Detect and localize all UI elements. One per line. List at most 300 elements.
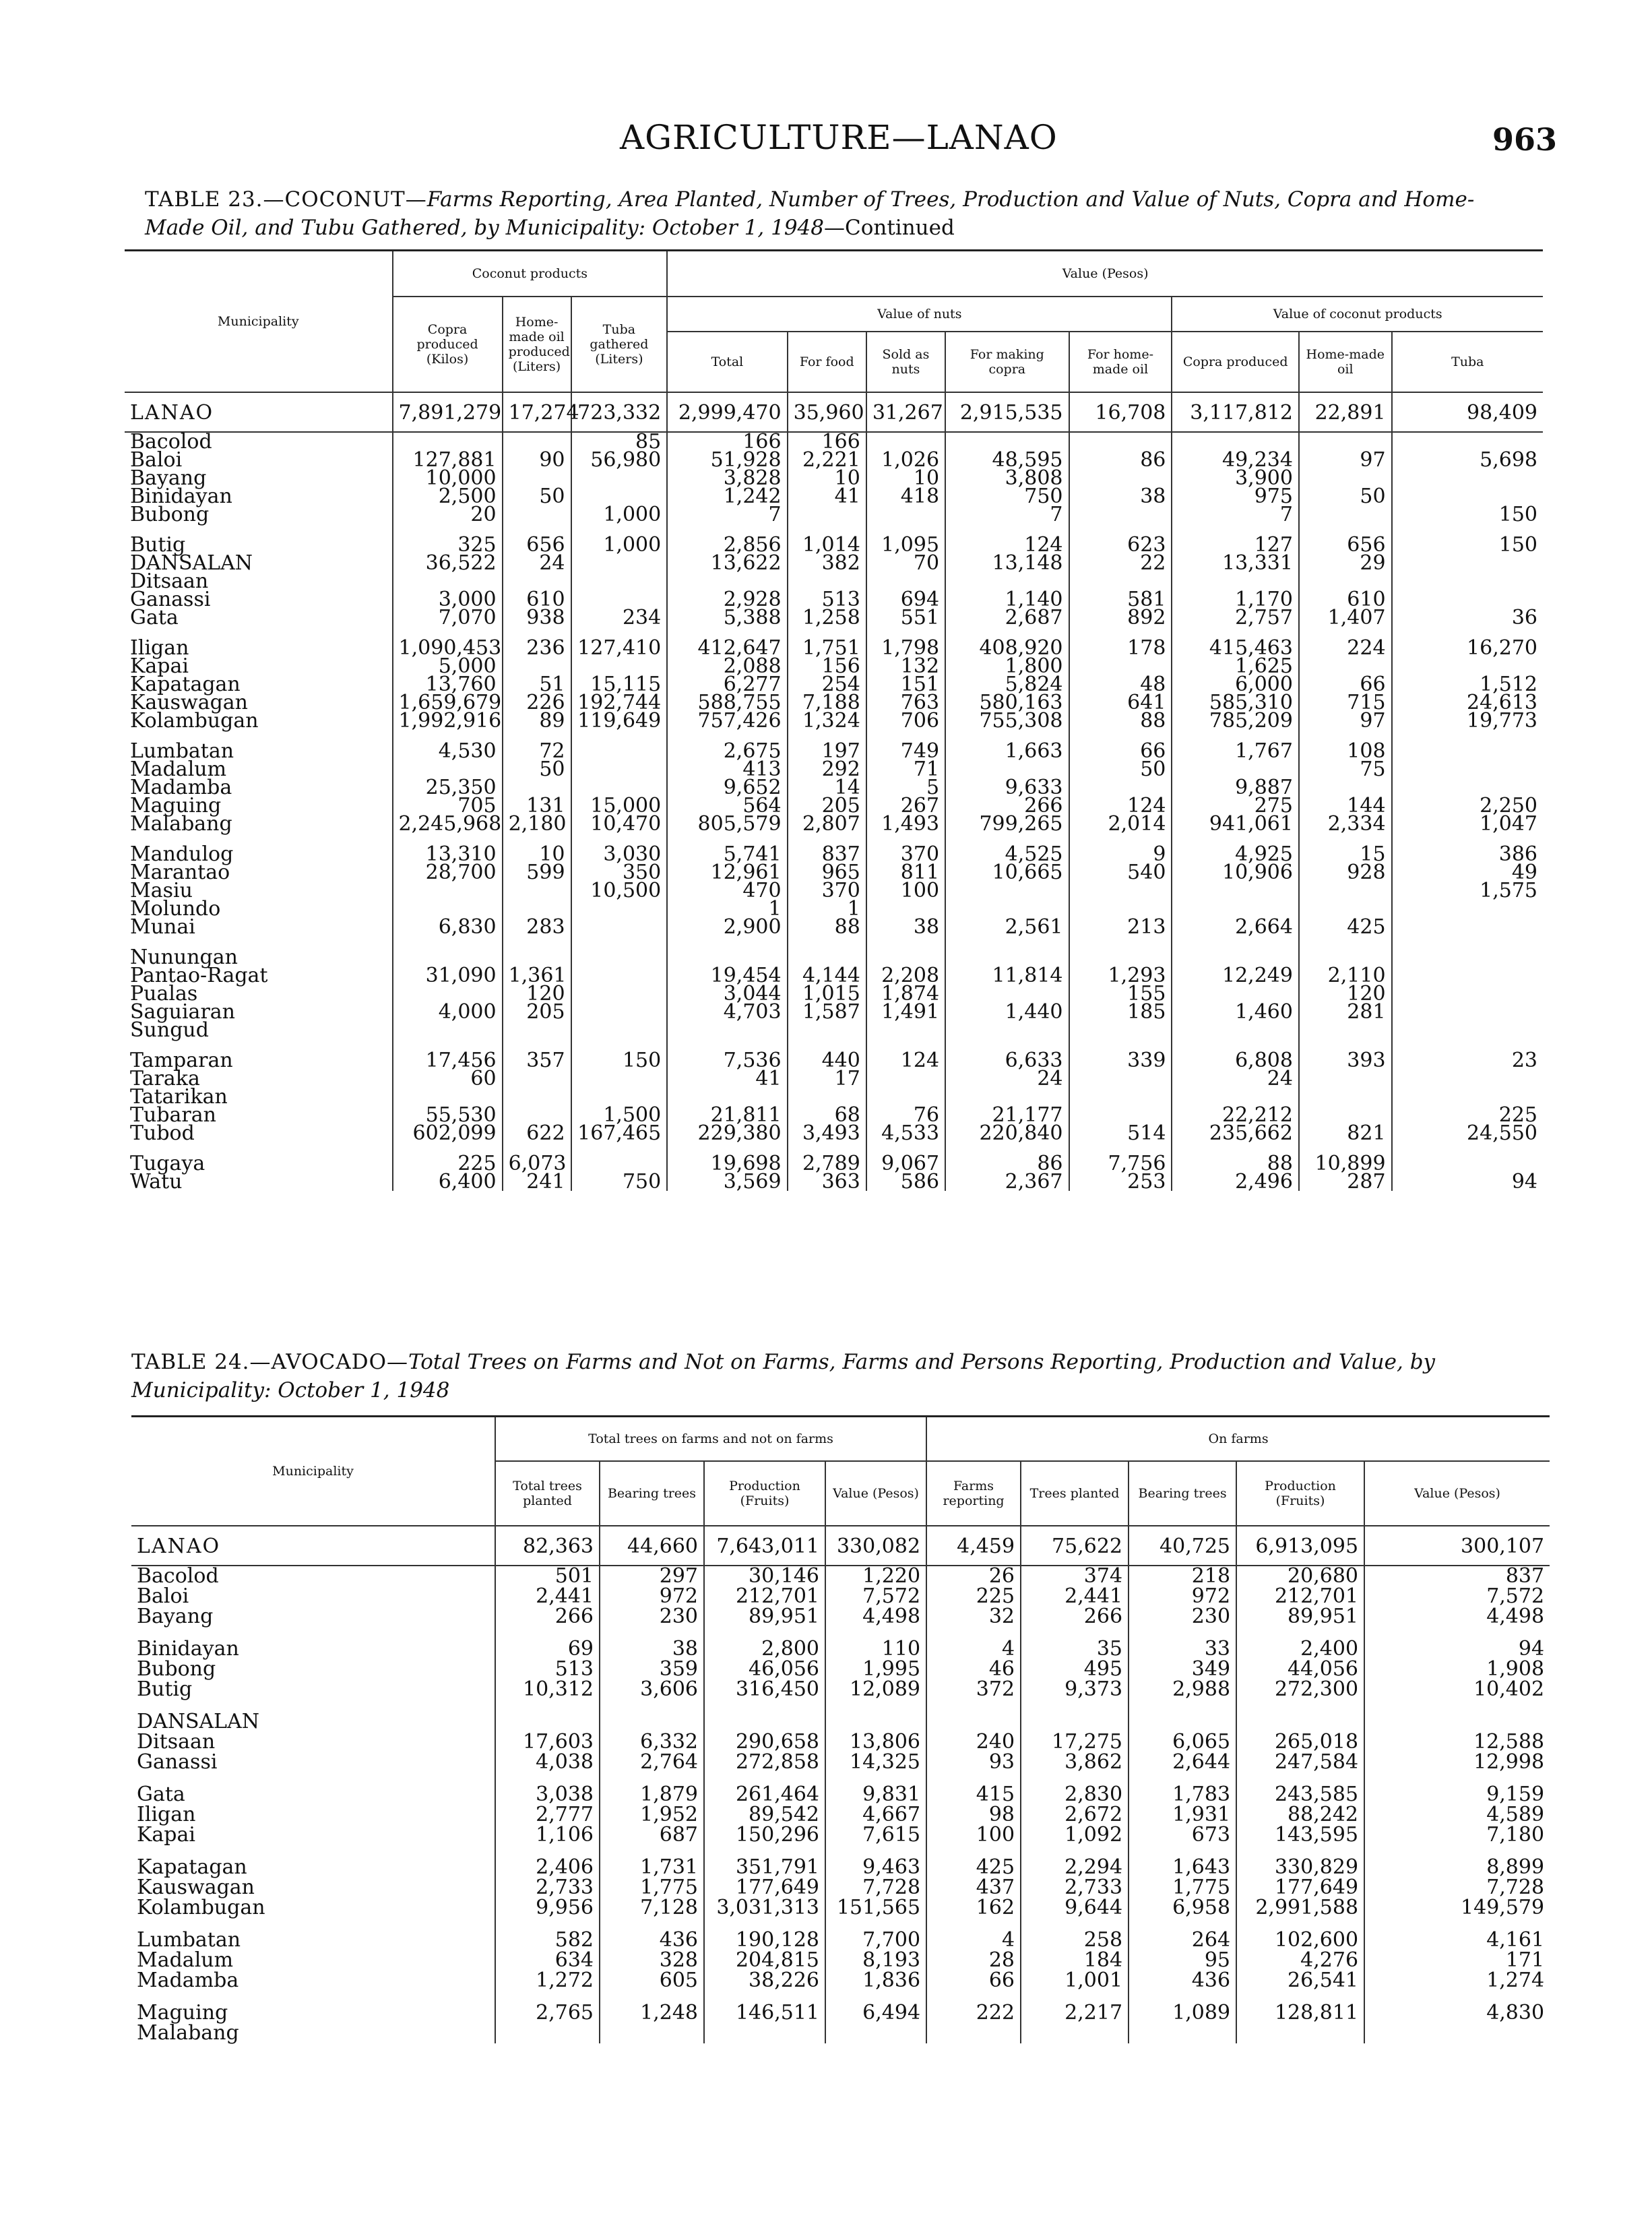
table-cell: 7,536 <box>667 1051 787 1070</box>
table-cell: 24,550 <box>1467 1121 1537 1145</box>
table24-group-farms: On farms <box>926 1417 1550 1462</box>
table-cell: 2,764 <box>600 1752 704 1772</box>
table-cell: 2,110 <box>1299 966 1392 985</box>
table-cell: 22,212 <box>1172 1106 1299 1124</box>
table-cell <box>1392 900 1543 918</box>
table-cell: 253 <box>1069 1173 1172 1191</box>
table-row <box>125 469 1543 487</box>
table-cell <box>1172 882 1299 900</box>
table-cell: 3,044 <box>667 985 787 1003</box>
table-cell: 95 <box>1129 1950 1236 1971</box>
table-cell: 110 <box>825 1639 926 1659</box>
table-cell: 1,092 <box>1021 1825 1129 1845</box>
table-cell: 4,830 <box>1486 2001 1545 2025</box>
table23-group-value: Value (Pesos) <box>667 251 1543 297</box>
table-cell: 222 <box>926 2003 1021 2023</box>
table-row <box>125 712 1543 730</box>
table-cell: 1,800 <box>945 657 1069 675</box>
table23-col-sold: Sold as nuts <box>866 332 945 392</box>
table-cell: 14 <box>788 778 866 797</box>
table-cell: 811 <box>866 863 945 882</box>
table-cell: 265,018 <box>1236 1732 1364 1752</box>
table-cell: 71 <box>866 760 945 778</box>
table-cell: 938 <box>503 609 571 627</box>
table-row <box>131 1586 1550 1607</box>
table-cell: 1,995 <box>825 1659 926 1679</box>
table-cell <box>571 469 668 487</box>
table-cell: 2,928 <box>667 590 787 609</box>
total-cell: 4,459 <box>926 1526 1021 1566</box>
table-cell: 66 <box>926 1971 1021 1991</box>
table-cell: 94 <box>1518 1637 1545 1661</box>
table-cell: 28,700 <box>393 863 503 882</box>
table-cell: 5,000 <box>393 657 503 675</box>
table-cell: 9,652 <box>667 778 787 797</box>
table-cell: 3,569 <box>667 1173 787 1191</box>
table-cell <box>1069 1070 1172 1088</box>
table-row <box>125 1003 1543 1021</box>
table-cell: 3,493 <box>788 1124 866 1142</box>
table23-col-val-copra: Copra produced <box>1172 332 1299 392</box>
table24-caption <box>131 1348 1553 1404</box>
table-cell: 9,887 <box>1172 778 1299 797</box>
table-cell: 2,675 <box>667 742 787 760</box>
table-cell: 2,800 <box>704 1639 825 1659</box>
gap-cell <box>1129 1700 1236 1712</box>
table-cell: 225 <box>1498 1103 1537 1127</box>
table-cell: 2,830 <box>1021 1785 1129 1805</box>
municipality-name: Malabang <box>131 2023 495 2043</box>
table-row <box>125 900 1543 918</box>
table-cell: 1,272 <box>495 1971 600 1991</box>
table-cell: 415,463 <box>1172 639 1299 657</box>
table-cell: 12,249 <box>1172 966 1299 985</box>
table-cell <box>571 966 668 985</box>
table-cell: 785,209 <box>1172 712 1299 730</box>
table-cell: 38 <box>1069 487 1172 505</box>
total-cell: 40,725 <box>1129 1526 1236 1566</box>
table-row <box>125 1021 1543 1039</box>
table-cell <box>1392 1021 1543 1039</box>
municipality-name: Bayang <box>125 469 393 487</box>
table-cell: 19,454 <box>667 966 787 985</box>
total-cell: 330,082 <box>825 1526 926 1566</box>
table-cell: 13,806 <box>825 1732 926 1752</box>
table-cell: 413 <box>667 760 787 778</box>
table-cell: 370 <box>788 882 866 900</box>
table-cell: 17 <box>788 1070 866 1088</box>
table-cell: 1,663 <box>945 742 1069 760</box>
table-cell <box>571 900 668 918</box>
table-cell: 66 <box>1069 742 1172 760</box>
table-cell: 9,956 <box>495 1898 600 1918</box>
table23-col-val-oil: Home-made oil <box>1299 332 1392 392</box>
table-cell: 2,991,588 <box>1236 1898 1364 1918</box>
table-cell: 51,928 <box>667 451 787 469</box>
table-cell: 1,500 <box>571 1106 668 1124</box>
table-cell: 408,920 <box>945 639 1069 657</box>
municipality-name: Kapatagan <box>131 1857 495 1878</box>
table-row <box>125 1173 1543 1191</box>
table-cell: 1,026 <box>866 451 945 469</box>
table-row <box>131 2023 1550 2043</box>
table-row <box>131 1878 1550 1898</box>
municipality-name: Ganassi <box>125 590 393 609</box>
table-cell: 436 <box>1129 1971 1236 1991</box>
table-cell: 230 <box>600 1607 704 1627</box>
table-cell <box>571 572 668 590</box>
municipality-name: Ganassi <box>131 1752 495 1772</box>
table-cell: 10,665 <box>945 863 1069 882</box>
table-cell: 266 <box>495 1607 600 1627</box>
table-cell: 4,144 <box>788 966 866 985</box>
municipality-name: Munai <box>125 918 393 936</box>
table-cell: 51 <box>503 675 571 693</box>
table-cell: 243,585 <box>1236 1785 1364 1805</box>
table-row <box>131 1785 1550 1805</box>
table-cell <box>945 1021 1069 1039</box>
table-cell: 287 <box>1299 1173 1392 1191</box>
table-cell: 127 <box>1172 536 1299 554</box>
table-cell: 2,664 <box>1172 918 1299 936</box>
table-cell: 24 <box>1172 1070 1299 1088</box>
table-cell: 1,274 <box>1486 1969 1545 1992</box>
table-cell <box>503 505 571 524</box>
table-cell: 283 <box>503 918 571 936</box>
table-cell: 418 <box>866 487 945 505</box>
table-cell: 177,649 <box>704 1878 825 1898</box>
table-cell: 415 <box>926 1785 1021 1805</box>
table23-group-value-products: Value of coconut products <box>1172 297 1543 332</box>
total-cell: 7,643,011 <box>704 1526 825 1566</box>
gap-cell <box>926 1700 1021 1712</box>
table-cell: 143,595 <box>1236 1825 1364 1845</box>
page-header-title: AGRICULTURE—LANAO <box>620 118 1058 157</box>
table-cell: 86 <box>945 1154 1069 1173</box>
table-cell: 1,908 <box>1486 1657 1545 1681</box>
table-cell: 2,180 <box>503 815 571 833</box>
table-cell: 21,177 <box>945 1106 1069 1124</box>
table-cell: 705 <box>393 797 503 815</box>
table-cell: 9,159 <box>1486 1783 1545 1806</box>
table-cell <box>393 882 503 900</box>
table-cell: 757,426 <box>667 712 787 730</box>
table-cell: 3,808 <box>945 469 1069 487</box>
table-cell: 1,000 <box>571 536 668 554</box>
table-cell: 2,334 <box>1299 815 1392 833</box>
table-cell: 38 <box>600 1639 704 1659</box>
table-cell: 440 <box>788 1051 866 1070</box>
table23-col-homemade-oil: For home-made oil <box>1069 332 1172 392</box>
table-cell <box>495 2023 600 2043</box>
table-cell: 5,388 <box>667 609 787 627</box>
table-cell: 4,925 <box>1172 845 1299 863</box>
municipality-name: Kauswagan <box>131 1878 495 1898</box>
table-row <box>125 760 1543 778</box>
table-cell: 805,579 <box>667 815 787 833</box>
table-cell <box>926 1712 1021 1732</box>
table-cell: 623 <box>1069 536 1172 554</box>
table-cell <box>1392 554 1543 572</box>
table-cell <box>1129 1712 1236 1732</box>
municipality-name: Nunungan <box>125 948 393 966</box>
table-cell <box>1392 918 1543 936</box>
table-cell: 31,090 <box>393 966 503 985</box>
table-cell: 351,791 <box>704 1857 825 1878</box>
table-cell: 6,633 <box>945 1051 1069 1070</box>
table-cell: 928 <box>1299 863 1392 882</box>
table-cell: 763 <box>866 693 945 712</box>
table-row <box>131 1712 1550 1732</box>
table-cell <box>1299 882 1392 900</box>
table-cell: 26 <box>926 1566 1021 1586</box>
municipality-name: Madalum <box>125 760 393 778</box>
table-cell: 120 <box>1299 985 1392 1003</box>
table-cell: 49,234 <box>1172 451 1299 469</box>
table-cell <box>1236 1712 1364 1732</box>
municipality-name: Mandulog <box>125 845 393 863</box>
table23-col-total: Total <box>667 332 787 392</box>
municipality-name: Tubod <box>125 1124 393 1142</box>
table-cell <box>1129 2023 1236 2043</box>
municipality-name: Baloi <box>125 451 393 469</box>
table-cell: 6,830 <box>393 918 503 936</box>
table-cell: 1,751 <box>788 639 866 657</box>
table-cell: 89 <box>503 712 571 730</box>
table-cell: 1,089 <box>1129 2003 1236 2023</box>
table-row <box>125 1088 1543 1106</box>
table-cell: 1,324 <box>788 712 866 730</box>
table-cell: 16,270 <box>1467 636 1537 660</box>
table-cell: 6,073 <box>503 1154 571 1173</box>
table-row <box>125 451 1543 469</box>
gap-cell <box>131 1772 495 1785</box>
table-cell: 359 <box>600 1659 704 1679</box>
table-cell: 8,193 <box>825 1950 926 1971</box>
table-cell: 225 <box>393 1154 503 1173</box>
municipality-name: Pantao-Ragat <box>125 966 393 985</box>
table-cell: 205 <box>788 797 866 815</box>
table-cell: 151 <box>866 675 945 693</box>
table-cell <box>704 1712 825 1732</box>
table-cell: 131 <box>503 797 571 815</box>
table-cell: 7 <box>945 505 1069 524</box>
table-cell: 1,798 <box>866 639 945 657</box>
table-cell: 6,000 <box>1172 675 1299 693</box>
table-row <box>131 1950 1550 1971</box>
total-row <box>125 392 1543 432</box>
table-cell: 4,703 <box>667 1003 787 1021</box>
table-cell: 6,808 <box>1172 1051 1299 1070</box>
table-cell: 687 <box>600 1825 704 1845</box>
table-cell <box>571 1021 668 1039</box>
table-row <box>131 1679 1550 1700</box>
table-cell: 88,242 <box>1236 1805 1364 1825</box>
table-cell: 72 <box>503 742 571 760</box>
table-cell: 3,031,313 <box>704 1898 825 1918</box>
table-cell: 204,815 <box>704 1950 825 1971</box>
table-cell <box>571 1003 668 1021</box>
table-cell: 4,000 <box>393 1003 503 1021</box>
municipality-name: Gata <box>131 1785 495 1805</box>
table-cell: 837 <box>1505 1564 1545 1588</box>
gap-cell <box>1236 1700 1364 1712</box>
table-cell: 3,030 <box>571 845 668 863</box>
table-cell: 178 <box>1069 639 1172 657</box>
table-cell: 599 <box>503 863 571 882</box>
table-cell: 1,874 <box>866 985 945 1003</box>
table23-body <box>125 392 1543 1194</box>
table-cell: 13,148 <box>945 554 1069 572</box>
table-cell: 98 <box>926 1805 1021 1825</box>
table-cell: 564 <box>667 797 787 815</box>
table-row <box>125 609 1543 627</box>
total-cell: 75,622 <box>1021 1526 1129 1566</box>
table23-col-val-tuba: Tuba <box>1451 354 1484 369</box>
table-cell: 2,294 <box>1021 1857 1129 1878</box>
table-cell <box>1392 760 1543 778</box>
table-cell: 24 <box>503 554 571 572</box>
table-cell: 171 <box>1505 1948 1545 1972</box>
table-cell: 7 <box>1172 505 1299 524</box>
table-cell: 124 <box>1069 797 1172 815</box>
table-cell: 1,512 <box>1480 673 1537 696</box>
table-cell: 2,687 <box>945 609 1069 627</box>
table-cell: 393 <box>1299 1051 1392 1070</box>
table-cell: 715 <box>1299 693 1392 712</box>
municipality-name: Lumbatan <box>125 742 393 760</box>
table-cell <box>926 2023 1021 2043</box>
table-cell: 15,115 <box>571 675 668 693</box>
table-cell: 4 <box>926 1639 1021 1659</box>
table-cell: 17,456 <box>393 1051 503 1070</box>
table-cell: 1,095 <box>866 536 945 554</box>
table-cell <box>866 1070 945 1088</box>
table-cell: 755,308 <box>945 712 1069 730</box>
table-row <box>131 1566 1550 1586</box>
table-cell: 514 <box>1069 1124 1172 1142</box>
table-cell: 297 <box>600 1566 704 1586</box>
table-cell: 436 <box>600 1930 704 1950</box>
table-cell: 267 <box>866 797 945 815</box>
municipality-name: Gata <box>125 609 393 627</box>
municipality-name: Kauswagan <box>125 693 393 712</box>
table-cell: 17,275 <box>1021 1732 1129 1752</box>
table-cell: 24 <box>945 1070 1069 1088</box>
table-cell: 470 <box>667 882 787 900</box>
table-cell: 3,828 <box>667 469 787 487</box>
table-cell: 2,441 <box>495 1586 600 1607</box>
table-cell: 132 <box>866 657 945 675</box>
table-cell: 325 <box>393 536 503 554</box>
table-cell: 56,980 <box>571 451 668 469</box>
table-cell: 10,312 <box>495 1679 600 1700</box>
municipality-name: Bacolod <box>131 1566 495 1586</box>
table-cell: 372 <box>926 1679 1021 1700</box>
table-cell: 35 <box>1021 1639 1129 1659</box>
municipality-name: Tatarikan <box>125 1088 393 1106</box>
table-cell <box>1392 469 1543 487</box>
table-cell: 124 <box>866 1051 945 1070</box>
table-cell <box>503 1021 571 1039</box>
table-cell: 212,701 <box>704 1586 825 1607</box>
table-cell: 24,613 <box>1467 691 1537 714</box>
table-cell: 3,900 <box>1172 469 1299 487</box>
table-cell: 21,811 <box>667 1106 787 1124</box>
table-cell: 750 <box>945 487 1069 505</box>
total-cell: 17,274 <box>503 392 571 432</box>
municipality-name: Baloi <box>131 1586 495 1607</box>
gap-cell <box>571 936 668 948</box>
table-cell: 610 <box>1299 590 1392 609</box>
table-cell: 10 <box>788 469 866 487</box>
municipality-name: Butig <box>131 1679 495 1700</box>
table-cell: 290,658 <box>704 1732 825 1752</box>
table-cell: 15 <box>1299 845 1392 863</box>
table-cell: 15,000 <box>571 797 668 815</box>
table-cell: 50 <box>503 760 571 778</box>
table-cell: 7,700 <box>825 1930 926 1950</box>
table-cell: 513 <box>495 1659 600 1679</box>
table-cell <box>1364 2023 1550 2043</box>
table-row <box>131 1930 1550 1950</box>
table-cell: 1,775 <box>1129 1878 1236 1898</box>
table-cell: 1,258 <box>788 609 866 627</box>
table-cell: 2,900 <box>667 918 787 936</box>
table-cell: 220,840 <box>945 1124 1069 1142</box>
table-row <box>131 1971 1550 1991</box>
table-cell: 2,777 <box>495 1805 600 1825</box>
gap-cell <box>825 1700 926 1712</box>
table-cell: 38 <box>866 918 945 936</box>
table-cell: 155 <box>1069 985 1172 1003</box>
table24-col-farm-production: Production (Fruits) <box>1236 1461 1364 1526</box>
total-cell: 723,332 <box>571 392 668 432</box>
table-cell: 20 <box>393 505 503 524</box>
table24-col-trees-planted: Trees planted <box>1021 1461 1129 1526</box>
table-cell: 357 <box>503 1051 571 1070</box>
municipality-name: Molundo <box>125 900 393 918</box>
table-cell: 1,460 <box>1172 1003 1299 1021</box>
table-cell: 230 <box>1129 1607 1236 1627</box>
table-cell: 162 <box>926 1898 1021 1918</box>
table-cell: 6,332 <box>600 1732 704 1752</box>
table-cell: 7,180 <box>1486 1823 1545 1847</box>
table-cell: 1,783 <box>1129 1785 1236 1805</box>
table-cell: 2,250 <box>1480 794 1537 817</box>
table-cell: 706 <box>866 712 945 730</box>
table-cell: 8,899 <box>1486 1855 1545 1879</box>
table-cell: 275 <box>1172 797 1299 815</box>
table-cell: 581 <box>1069 590 1172 609</box>
table-cell: 69 <box>495 1639 600 1659</box>
table-cell: 1,047 <box>1480 812 1537 836</box>
table-cell: 60 <box>393 1070 503 1088</box>
table-cell: 799,265 <box>945 815 1069 833</box>
table-cell: 12,089 <box>825 1679 926 1700</box>
table-cell: 10,470 <box>571 815 668 833</box>
table23-group-value-nuts: Value of nuts <box>667 297 1172 332</box>
total-row <box>131 1526 1550 1566</box>
table-cell: 370 <box>866 845 945 863</box>
table24-col-total-trees: Total trees planted <box>495 1461 600 1526</box>
table-cell: 412,647 <box>667 639 787 657</box>
table-cell: 218 <box>1129 1566 1236 1586</box>
table-cell: 2,400 <box>1236 1639 1364 1659</box>
table-cell: 6,065 <box>1129 1732 1236 1752</box>
table-cell: 102,600 <box>1236 1930 1364 1950</box>
municipality-name: Tugaya <box>125 1154 393 1173</box>
